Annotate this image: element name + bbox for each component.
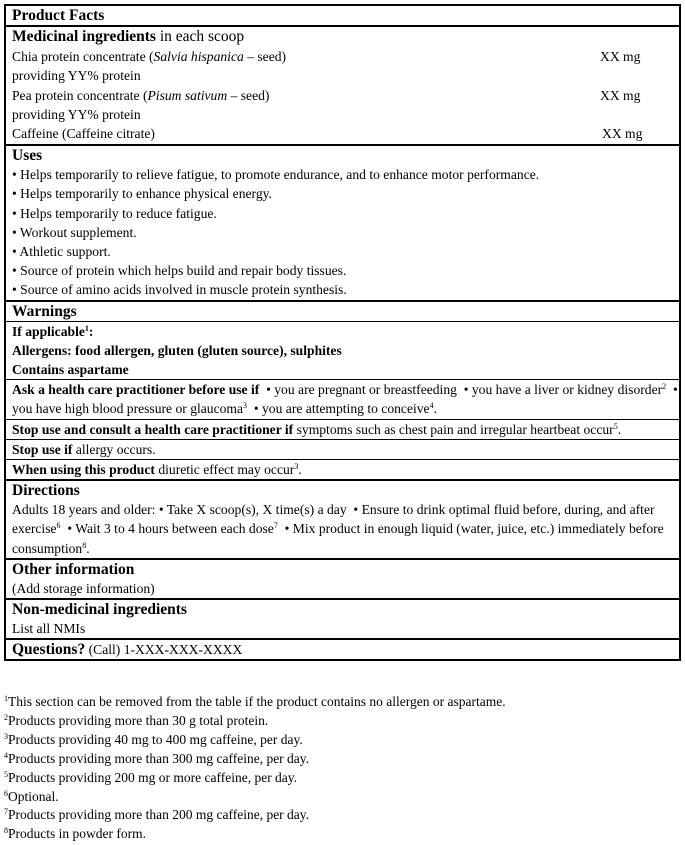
title-section	[6, 6, 679, 27]
ingredient-quantity: XX mg	[600, 49, 641, 65]
footnote-number: 5	[4, 769, 8, 779]
footnote	[4, 769, 681, 788]
footnote	[4, 788, 681, 807]
footnote-ref: 3	[294, 462, 299, 472]
ingredient-detail: providing YY% protein	[12, 106, 141, 122]
footnote-number: 1	[4, 694, 8, 703]
footnote-ref: 5	[613, 421, 618, 431]
ingredient-row	[12, 47, 679, 85]
warnings-section	[6, 302, 682, 482]
ingredient-quantity: XX mg	[600, 87, 641, 103]
warning-when-using	[6, 460, 679, 479]
ingredient-detail: providing YY% protein	[12, 68, 141, 84]
warning-if-applicable	[6, 322, 679, 381]
period: .	[298, 462, 302, 478]
colon: :	[88, 323, 94, 339]
when-using-bold: When using this product	[12, 462, 155, 478]
when-using-text: diuretic effect may occur	[154, 462, 295, 478]
footnote-text: Products providing 40 mg to 400 mg caffeine, per day.	[8, 731, 303, 747]
non-medicinal-section	[6, 600, 679, 640]
directions-heading: Directions	[12, 482, 80, 500]
period: .	[86, 540, 90, 556]
footnote-text: Products providing 200 mg or more caffeine, per day.	[8, 769, 298, 785]
questions-phone: (Call) 1-XXX-XXX-XXXX	[85, 642, 243, 658]
footnotes	[4, 693, 681, 844]
ask-practitioner-text: • you are attempting to conceive	[247, 401, 430, 417]
ask-practitioner-text: • you have high blood pressure or glaucoma	[12, 382, 682, 417]
allergens-statement: Allergens: food allergen, gluten (gluten source), sulphites	[12, 342, 342, 358]
directions-section	[6, 481, 679, 560]
uses-heading: Uses	[12, 147, 43, 165]
footnote-number: 4	[4, 750, 8, 760]
medicinal-heading-rest: in each scoop	[155, 28, 245, 46]
ingredient-name: Chia protein concentrate (	[12, 49, 154, 65]
footnote-text: Products providing more than 300 mg caffeine, per day.	[8, 750, 310, 766]
uses-section	[6, 146, 679, 301]
footnote-ref: 2	[662, 382, 667, 392]
footnote-ref: 6	[56, 521, 61, 531]
period: .	[433, 401, 437, 417]
uses-item: • Helps temporarily to reduce fatigue.	[12, 205, 217, 221]
ingredient-name: Pea protein concentrate (	[12, 87, 148, 103]
ingredient-row	[12, 124, 679, 143]
footnote	[4, 712, 681, 731]
uses-item: • Source of amino acids involved in muscle protein synthesis.	[12, 282, 347, 298]
uses-list	[12, 165, 679, 299]
other-information-section	[6, 560, 679, 600]
warnings-heading: Warnings	[12, 302, 77, 320]
period: .	[617, 421, 622, 437]
non-medicinal-text: List all NMIs	[12, 621, 86, 637]
ingredient-source: – seed)	[243, 49, 287, 65]
ingredient-row	[12, 86, 679, 124]
footnote-number: 6	[4, 788, 8, 798]
stop-allergy-text: allergy occurs.	[72, 441, 156, 457]
footnote-number: 2	[4, 712, 8, 722]
warning-ask-practitioner	[6, 380, 682, 419]
directions-part: • Wait 3 to 4 hours between each dose	[60, 521, 274, 537]
footnote-number: 8	[4, 826, 8, 836]
footnote	[4, 731, 681, 750]
uses-item: • Helps temporarily to enhance physical energy.	[12, 186, 272, 202]
footnote-text: Products providing more than 30 g total protein.	[8, 712, 269, 728]
warnings-subsections	[6, 321, 682, 480]
directions-text	[12, 500, 679, 558]
footnote	[4, 750, 681, 769]
other-information-heading: Other information	[12, 560, 135, 578]
footnote-ref: 1	[84, 323, 89, 333]
questions-heading: Questions?	[12, 641, 86, 659]
ingredient-latin-name: Salvia hispanica	[153, 49, 244, 65]
footnote-text: Products in powder form.	[8, 826, 146, 842]
if-applicable-label: If applicable	[12, 323, 85, 339]
footnote	[4, 806, 681, 825]
directions-part: Adults 18 years and older: • Take X scoop(s), X time(s) a day • Ensure to drink optimal fluid before, during, and after exercise	[12, 502, 658, 537]
non-medicinal-heading: Non-medicinal ingredients	[12, 601, 187, 619]
ingredient-source: – seed)	[227, 87, 270, 103]
medicinal-ingredients-section	[6, 27, 679, 146]
uses-item: • Source of protein which helps build and repair body tissues.	[12, 263, 347, 279]
warning-stop-consult	[6, 420, 679, 440]
stop-allergy-bold: Stop use if	[12, 441, 73, 457]
stop-consult-text: symptoms such as chest pain and irregular heartbeat occur	[293, 421, 614, 437]
footnote	[4, 825, 681, 844]
ingredient-quantity: XX mg	[602, 126, 643, 142]
product-facts-table	[4, 4, 681, 661]
ask-practitioner-text: • you are pregnant or breastfeeding • you have a liver or kidney disorder	[259, 382, 663, 398]
footnote-ref: 7	[273, 521, 278, 531]
ingredient-latin-name: Pisum sativum	[147, 87, 228, 103]
footnote-text: Optional.	[8, 788, 59, 804]
questions-section	[6, 640, 679, 659]
footnote-ref: 3	[243, 401, 248, 411]
aspartame-statement: Contains aspartame	[12, 362, 129, 378]
ingredient-name: Caffeine (Caffeine citrate)	[12, 126, 155, 142]
uses-item: • Athletic support.	[12, 244, 111, 260]
warning-stop-allergy	[6, 440, 679, 460]
directions-part: • Mix product in enough liquid (water, juice, etc.) immediately before consumption	[12, 521, 668, 556]
uses-item: • Helps temporarily to relieve fatigue, to promote endurance, and to enhance motor performance.	[12, 167, 540, 183]
footnote-number: 7	[4, 807, 8, 817]
footnote-ref: 4	[429, 401, 434, 411]
footnote-number: 3	[4, 731, 8, 741]
footnote	[4, 693, 681, 712]
footnote-text: Products providing more than 200 mg caffeine, per day.	[8, 807, 310, 823]
medicinal-heading-bold: Medicinal ingredients	[12, 28, 156, 46]
facts-title: Product Facts	[12, 7, 105, 24]
footnote-text: This section can be removed from the table if the product contains no allergen or aspartame.	[8, 694, 506, 709]
stop-consult-bold: Stop use and consult a health care practitioner if	[12, 421, 294, 437]
ask-practitioner-bold: Ask a health care practitioner before use if	[12, 382, 260, 398]
medicinal-heading	[12, 27, 679, 47]
uses-item: • Workout supplement.	[12, 224, 137, 240]
other-information-text: (Add storage information)	[12, 580, 155, 596]
footnote-ref: 8	[82, 540, 87, 550]
